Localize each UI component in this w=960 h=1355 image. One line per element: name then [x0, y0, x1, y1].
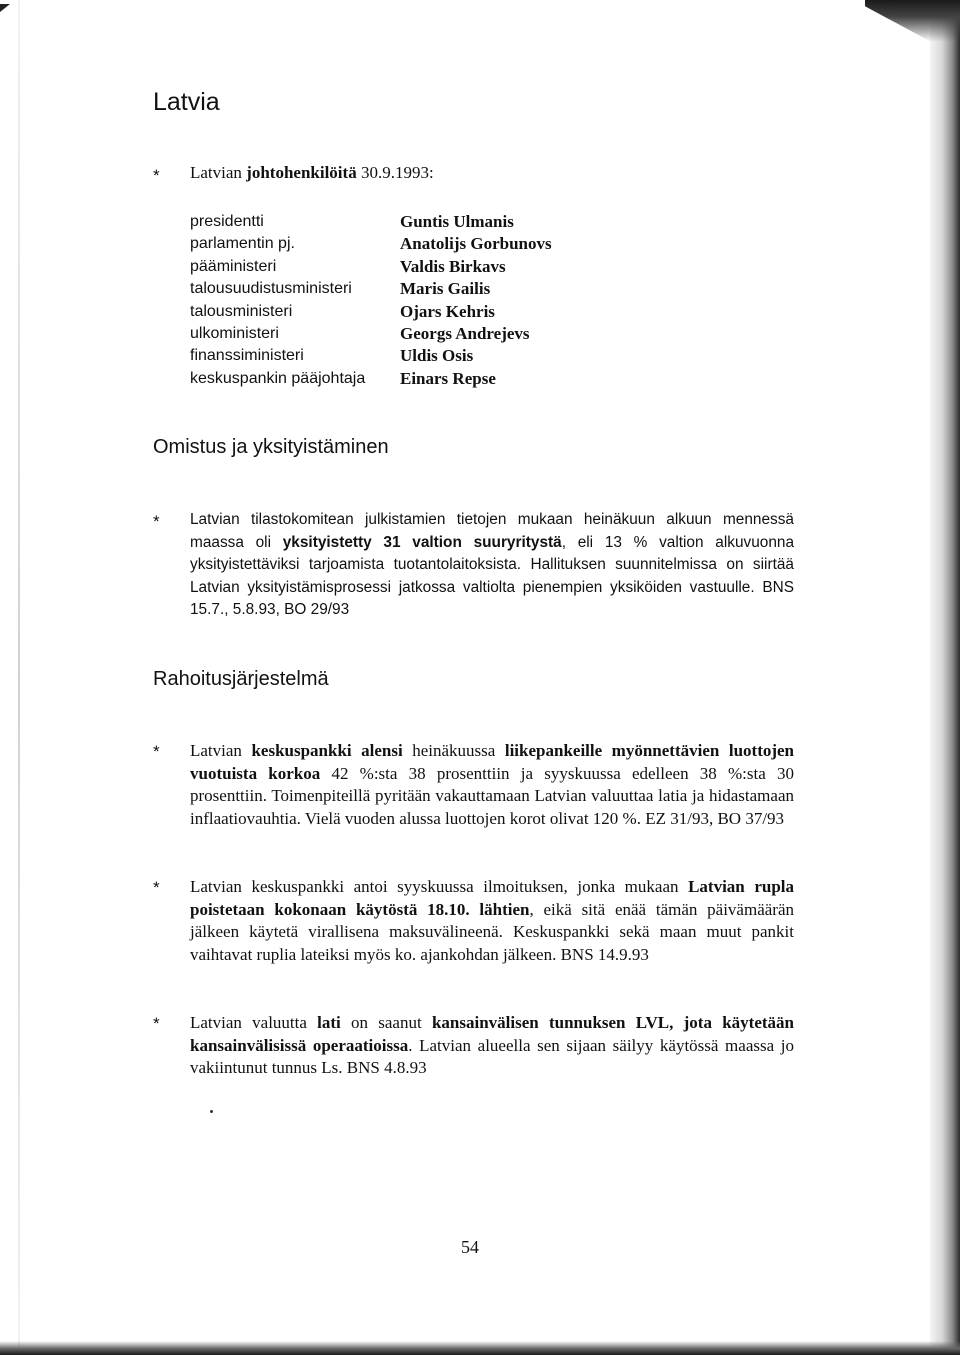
leader-role: talousministeri [190, 302, 293, 320]
leader-role: parlamentin pj. [190, 235, 295, 253]
scan-shadow-right [930, 0, 960, 1355]
scan-corner-mark [0, 4, 10, 12]
leader-name: Maris Gailis [400, 279, 491, 299]
leader-role: talousuudistusministeri [190, 280, 352, 298]
leaders-intro-prefix: Latvian [190, 163, 247, 182]
page-title: Latvia [153, 88, 220, 116]
bullet-star: * [153, 166, 160, 185]
text-run: , eli 13 % valtion alkuvuonna yksityistettäviksi tarjoamista tuotantolaitoksista. Hallituksen suunnitelmissa on siirtää Latvian yksityistämisprosessi jatkossa valtiolta pienempien yksiköiden vastuulle. BNS 15.7., 5.8.93, BO 29/93 [190, 533, 795, 619]
leaders-intro-date: 30.9.1993: [356, 163, 434, 182]
scan-shadow-bottom [0, 1341, 960, 1355]
leaders-table [190, 211, 552, 390]
bullet-star: * [153, 878, 160, 897]
leader-name: Valdis Birkavs [400, 256, 506, 276]
leader-row [190, 368, 552, 390]
text-run-bold: liikepankeille myönnettävien luottojen vuotuista korkoa [190, 741, 795, 783]
paragraph-central-bank [190, 740, 794, 830]
leader-row [190, 323, 552, 345]
leader-row [190, 301, 552, 323]
paragraph-ownership [190, 509, 794, 622]
leader-name: Ojars Kehris [400, 301, 495, 321]
text-run-bold: yksityistetty 31 valtion suuryritystä [282, 533, 562, 551]
paragraph-lati [190, 1012, 794, 1080]
text-run-bold: kansainvälisen tunnuksen LVL, jota käytetään kansainvälisissä operaatioissa [190, 1013, 794, 1055]
page-number: 54 [461, 1237, 479, 1257]
leader-name: Uldis Osis [400, 346, 474, 366]
bullet-star: * [153, 1014, 160, 1033]
text-run-bold: Latvian rupla poistetaan kokonaan käytöstä 18.10. lähtien [190, 877, 795, 919]
text-run: Latvian valuutta [190, 1013, 318, 1032]
text-run-bold: lati [317, 1013, 341, 1032]
leader-row [190, 233, 552, 255]
scan-shadow-left [18, 0, 20, 1355]
text-run-bold: keskuspankki alensi [251, 741, 403, 760]
leader-name: Anatolijs Gorbunovs [400, 234, 552, 254]
leader-row [190, 211, 552, 233]
bullet-star: * [153, 512, 160, 531]
section-heading-ownership: Omistus ja yksityistäminen [153, 436, 389, 458]
leader-row [190, 278, 552, 300]
leader-row [190, 256, 552, 278]
text-run: heinäkuussa [402, 741, 505, 760]
leader-role: keskuspankin pääjohtaja [190, 369, 366, 387]
text-run: . Latvian alueella sen sijaan säilyy käytössä maassa jo vakiintunut tunnus Ls. BNS 4.8.93 [190, 1035, 794, 1078]
scan-shadow-corner [865, 0, 960, 42]
leader-role: ulkoministeri [190, 325, 279, 343]
bullet-star: * [153, 742, 160, 761]
section-heading-finance: Rahoitusjärjestelmä [153, 668, 329, 690]
leader-name: Einars Repse [400, 368, 496, 388]
text-run: , eikä sitä enää tämän päivämäärän jälkeen käytetä virallisena maksuvälineenä. Keskuspankki sekä maan muut pankit vaihtavat ruplia lateiksi myös ko. ajankohdan jälkeen. BNS 14.9.93 [190, 899, 794, 964]
paragraph-ruble [190, 876, 794, 966]
leader-role: presidentti [190, 213, 264, 230]
text-run: Latvian keskuspankki antoi syyskuussa ilmoituksen, jonka mukaan [190, 877, 689, 896]
text-run: on saanut [340, 1013, 432, 1032]
text-run: 42 %:sta 38 prosenttiin ja syyskuussa edelleen 38 %:sta 30 prosenttiin. Toimenpiteillä pyritään vakauttamaan Latvian valuuttaa latia ja hidastamaan inflaatiovauhtia. Vielä vuoden alussa luottojen korot olivat 120 %. EZ 31/93, BO 37/93 [190, 763, 794, 828]
text-run: Latvian [190, 741, 252, 760]
leader-role: finanssiministeri [190, 347, 304, 365]
text-run: Latvian tilastokomitean julkistamien tietojen mukaan heinäkuun alkuun mennessä maassa oli [190, 511, 794, 551]
leader-name: Guntis Ulmanis [400, 212, 514, 231]
leaders-intro [190, 163, 434, 183]
leader-row [190, 345, 552, 367]
leader-name: Georgs Andrejevs [400, 324, 530, 344]
scan-speck [210, 1110, 213, 1113]
leaders-intro-bold: johtohenkilöitä [246, 163, 357, 182]
leader-role: pääministeri [190, 257, 277, 275]
